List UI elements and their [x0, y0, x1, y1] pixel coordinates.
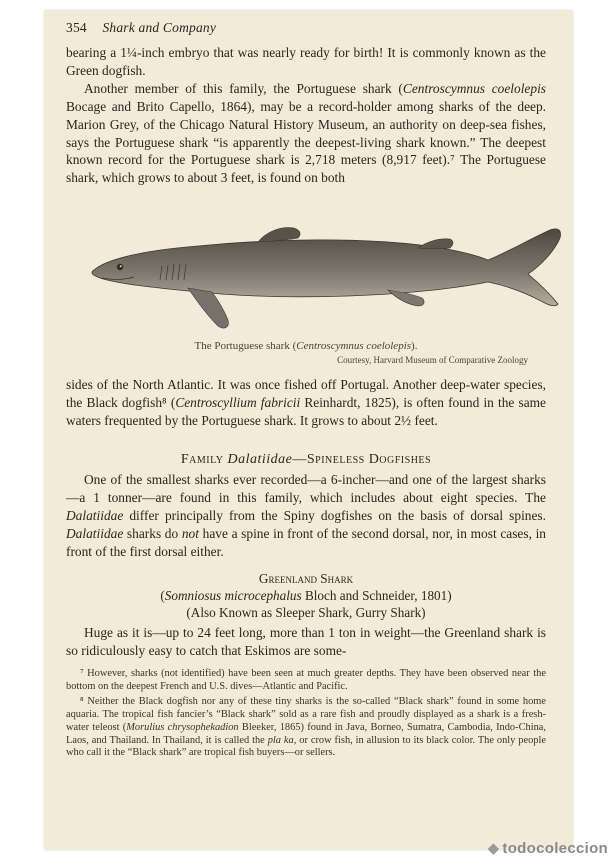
paragraph-portuguese-shark: Another member of this family, the Portuguese shark (Centroscymnus coelolepis Bocage and Brito Capello, 1864), may be a record-holder among sharks of the deep. Marion Grey, of the Chicago Natural History Museum, an authority on deep-sea fishes, says the Portuguese shark “is apparently the deepest-living shark known.” The deepest known record for the Portuguese shark is 2,718 meters (8,917 feet).⁷ The Portuguese shark, which grows to about 3 feet, is found on both	[66, 80, 546, 186]
species-name: Centroscymnus coelolepis	[402, 80, 546, 96]
tag-icon: ◆	[487, 840, 500, 857]
paragraph-dalatiidae: One of the smallest sharks ever recorded—a 6-incher—and one of the largest sharks—a 1 tonner—are found in this family, which includes about eight species. The Dalatiidae differ principally from the Spiny dogfishes on the basis of dorsal spines. Dalatiidae sharks do not have a spine in front of the second dorsal, nor, in most cases, in front of the first dorsal either.	[66, 472, 546, 559]
paragraph-embryo: bearing a 1¼-inch embryo that was nearly ready for birth! It is commonly known as the Green dogfish.	[66, 45, 546, 78]
section-heading: Family Dalatiidae—Spineless Dogfishes	[180, 452, 432, 467]
paragraph-greenland-shark: Huge as it is—up to 24 feet long, more than 1 ton in weight—the Greenland shark is so ridiculously easy to catch that Eskimos are some-	[66, 625, 546, 658]
watermark: ◆ todocoleccion	[487, 840, 608, 857]
footnote-7: ⁷ However, sharks (not identified) have been seen at much greater depths. They have been observed near the bottom on the deepest French and U.S. dives—Atlantic and Pacific.	[66, 668, 546, 692]
footnotes	[66, 668, 546, 762]
body-text-top	[66, 44, 546, 187]
caption-text: The Portuguese shark (Centroscymnus coelolepis).	[194, 340, 418, 352]
species-name: Centroscyllium fabricii	[175, 394, 301, 410]
species-scientific-line: (Somniosus microcephalus Bloch and Schneider, 1801)	[160, 588, 452, 603]
caption-credit: Courtesy, Harvard Museum of Comparative Zoology	[337, 355, 528, 365]
species-heading	[66, 570, 546, 621]
page-number: 354	[66, 20, 87, 35]
species-aka: (Also Known as Sleeper Shark, Gurry Shark)	[186, 605, 426, 620]
figure-caption	[66, 339, 546, 367]
footnote-8: ⁸ Neither the Black dogfish nor any of these tiny sharks is the so-called “Black shark” found in some home aquaria. The tropical fish fancier’s “Black shark” sold as a rare fish and proudly displayed as a shark is a fresh-water teleost (Morulius chrysophekadion Bleeker, 1865) found in Java, Borneo, Sumatra, Cambodia, Indo-China, Laos, and Thailand. In Thailand, it is called the pla ka, or crow fish, in allusion to its black color. The only people who call it the “Black shark” are tropical fish buyers—or sellers.	[66, 695, 547, 759]
running-title: Shark and Company	[102, 20, 217, 35]
body-text-section	[66, 471, 546, 561]
species-common-name: Greenland Shark	[258, 571, 354, 586]
running-header	[66, 20, 546, 36]
body-text-middle	[66, 376, 546, 430]
portuguese-shark-illustration	[88, 222, 563, 337]
paragraph-black-dogfish: sides of the North Atlantic. It was once fished off Portugal. Another deep-water species, the Black dogfish⁸ (Centroscyllium fabricii Reinhardt, 1825), is often found in the same waters frequented by the Portuguese shark. It grows to about 2½ feet.	[66, 377, 547, 428]
body-text-bottom	[66, 624, 546, 660]
